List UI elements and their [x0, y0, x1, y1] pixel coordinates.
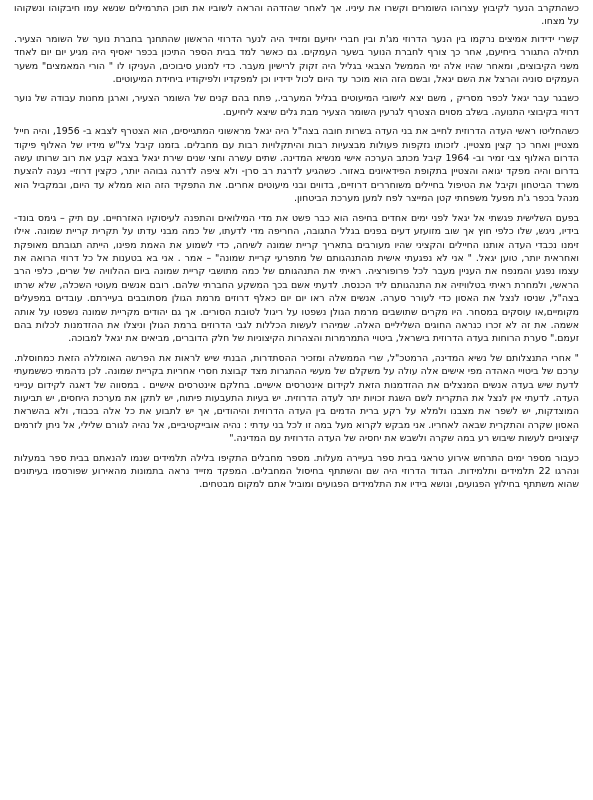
paragraph-military-service: כשהחליטו ראשי העדה הדרוזית לחייב את בני העדה בשרות חובה בצה"ל היה יגאל מראשוני המתגייסים, הוא הצטרף לצבא ב- 1956, והיה חייל מצטיין ואחר כך קצין מצטיין. לזכותו נזקפות פעולות מבצעיות רבות והיתקלויות רבות עם מחבלים. בזמנו קיבל צל"ש מידיו של האלוף פיקוד הדרום האלוף צבי זמיר וב- 1964 קיבל מכתב הערכה אישי מנשיא המדינה. שתים עשרה וחצי שנים שירת יגאל בצבא קבע את רוב שרותו עשה בדרום והיה מפקד יגואה והצטיין בתקופת הפידאיונים באזור. כשהגיע לדרגת רב סרן- ולא ציפה לדרגה גבוהה יותר, כקצין דרוזי- נענה להצעת משרד הביטחון וקיבל את הטיפול בחיילים משוחררים דרוזיים, בדווים ובני מיעוטים אחרים. את התפקיד הזה הוא ממלא עד היום, ובמקביל הוא מנהל בכפר ג'ת מפעל משפחתי קטן המייצר לפח למען מערכת הביטחון.	[14, 126, 579, 205]
paragraph-kfar-masaryk: כשבגר עבר יגאל לכפר מסריק , משם יצא לישובי המיעוטים בגליל המערבי., פתח בהם קנים של השומר הצעיר, וארגן מחנות עבודה של נוער דרוזי בקיבוצי התנועה. בשלב מסוים הצטרף לגרעין השומר הצעיר מבת גלים שיצא ליחיעם.	[14, 93, 579, 118]
paragraph-maalot-event: כעבור מספר ימים התרחש אירוע טראגי בבית ספר בעיירה מעלות. מספר מחבלים התקיפו בלילה תלמידים שנמו להנאתם בבית ספר במעלות ונהרגו 22 תלמידים ותלמידות. הגדוד הדרוזי היה שם והשתתף בחיסול המחבלים. המפקד מזייד נראה בתמונות מהאירוע שפורסמו בעיתונים שהוא משתתף בחילוץ הפגועים, ונושא בידיו את התלמידים הפגועים ומוביל אתם למקום מבטחים.	[14, 452, 580, 491]
paragraph-apology-quote: " אחרי התנצלותם של נשיא המדינה, הרמטכ"ל, שרי הממשלה ומזכיר ההסתדרות, הבנתי שיש לראות את הפרשה האומללה הזאת כמחוסלת. ערכם של ביטויי האהדה מפי אישים אלה עולה על משקלם של מעשי ההתגרות מצד קבוצת חסרי אחריות בקריית שמונה. לכן נדהמתי כששמעתי לדעת שיש בעדה אנשים המנצלים את ההזדמנות הזאת לקידום אינטרסים אישיים. בחלקם אינטרסים אישיים . במסווה של דאגה לקידום ענייני העדה. לדעתי אין לנצל את התקרית לשם השגת זכויות יתר לעדה הדרוזית. יש בעיות התעבעות פיתוח, יש לתקן את מערכת היחסים, יש תביעות המוצדקות, יש לשפר את מצבנו ולמלא על רקע ברית הדמים בין העדה הדרוזית והיהודים, אך יש לתבוע את כל אלה בכבוד, ולא בהשראת האסון שקרה והתקרית שבאה לאחריו. אני מבקש לקרוא מעל במה זו לכל בני עדתי : נהיה אובייקטיביים, אל נהיה לגורם שלילי, אל ניתן לזרמים קיצוניים לעשות שיבוש רע במה שקרה ולשבש את יחסיה של העדה הדרוזית עם המדינה."	[14, 352, 579, 445]
paragraph-friendship-yigal: קשרי ידידות אמיצים נרקמו בין הנער הדרוזי מג'ת ובין חברי יחיעם ומזייד היה לנער הדרוזי הראשון שהתחנך בחברת נוער של השומר הצעיר. תחילה התגורר ביחיעם, אחר כך צורף לחברת הנוער בשער העמקים. גם כאשר למד בבית הספר התיכון בכפר יאסיף היה מגיע יום יום לאחד משני הקיבוצים, ומאחר שהיו אלה ימי הממשל הצבאי בגליל היה זקוק לרישיון מעבר. כדי למנוע סיבוכים, העניקו לו " הורי המאמצים" משער העמקים סוניה והרצל את השם יגאל, ובשם הזה הוא מוכר עד היום לכול ידידיו וכן למפקדיו ולפיקודיו ביחידת המיעוטים.	[14, 33, 579, 86]
paragraph-arrival-at-kibbutz: כשהתקרב הנער לקיבוץ עצרוהו השומרים וקשרו את עיניו. אך לאחר שהזדהה והראה לשוביו את תוכן התרמילים שנשא עמו חיבקוהו ונשקוהו על מצחו.	[14, 3, 579, 28]
paragraph-third-meeting: בפעם השלישית פגשתי אל יגאל לפני ימים אחדים בחיפה הוא כבר פשט את מדי המילואים והתפנה לעיסוקיו האזרחיים. עם תיק – גימס בונד- בידיו, ניגש, שלו כלפי חוץ אך שוב מזועזע דעים בפנים בגלל התגובה, החריפה מדי לדעתו, של כמה מבני עדתו על תקרית קריית שמונה. אילו זימנו נכבדי העדה אותנו החיילים והקציני שהיו מעורבים בתאריך קריית שמונה לשיחה, כדי לשמוע את האמת מפינו, הייתה תגובתם מאופקת ואחראית יותר, טוען יגאל. " אני לא נפגעתי אישית מהתנהגותם של מתפרעי קריית שמונה" – אמר . אני בא בטענות אל כל דרוזי הרואה את עצמו נפגע והמנפח את העניין מעבר לכל פרופורציה. ראיתי את התנהגותם של כמה מתושבי קריית שמונה ביום ההלוויה של שרים, כלפי הרב הראשי, ולמחרת ראיתי בטלוויזיה את התנהגותם ליד הכנסת. לדעתי אשם בכך המשקע החברתי שלהם. רובם אנשים מעוטי השכלה, שלא שרתו בצה"ל, שניסו לנצל את האסון כדי לעורר סערה. אנשים אלה ראו יום יום כאלף דרוזים מרמת הגולן מסתובבים בעיירתם. עובדים במפעלים מקומיים,או עוסקים במסחר. היו מקרים שתושבים מרמת הגולן נשפטו על ריגול לטובת הסורים. אך גם יהודים מקריית שמונה נשפטו על אותה אשמה. את זה לא זכרו כנראה החוגים השליליים האלה. שמיהרו לעשות הכללות לגבי הדרוזים ברמת הגולן וניצלו את ההזדמנות לכלות בהם זעמם." סערת הרוחות בעדה הדרוזית בישראל, ביטויי התמרמרות והצהרות הקיצוניות של חלק הדוברים, מביאים את יגאל למבוכה.	[14, 212, 579, 345]
